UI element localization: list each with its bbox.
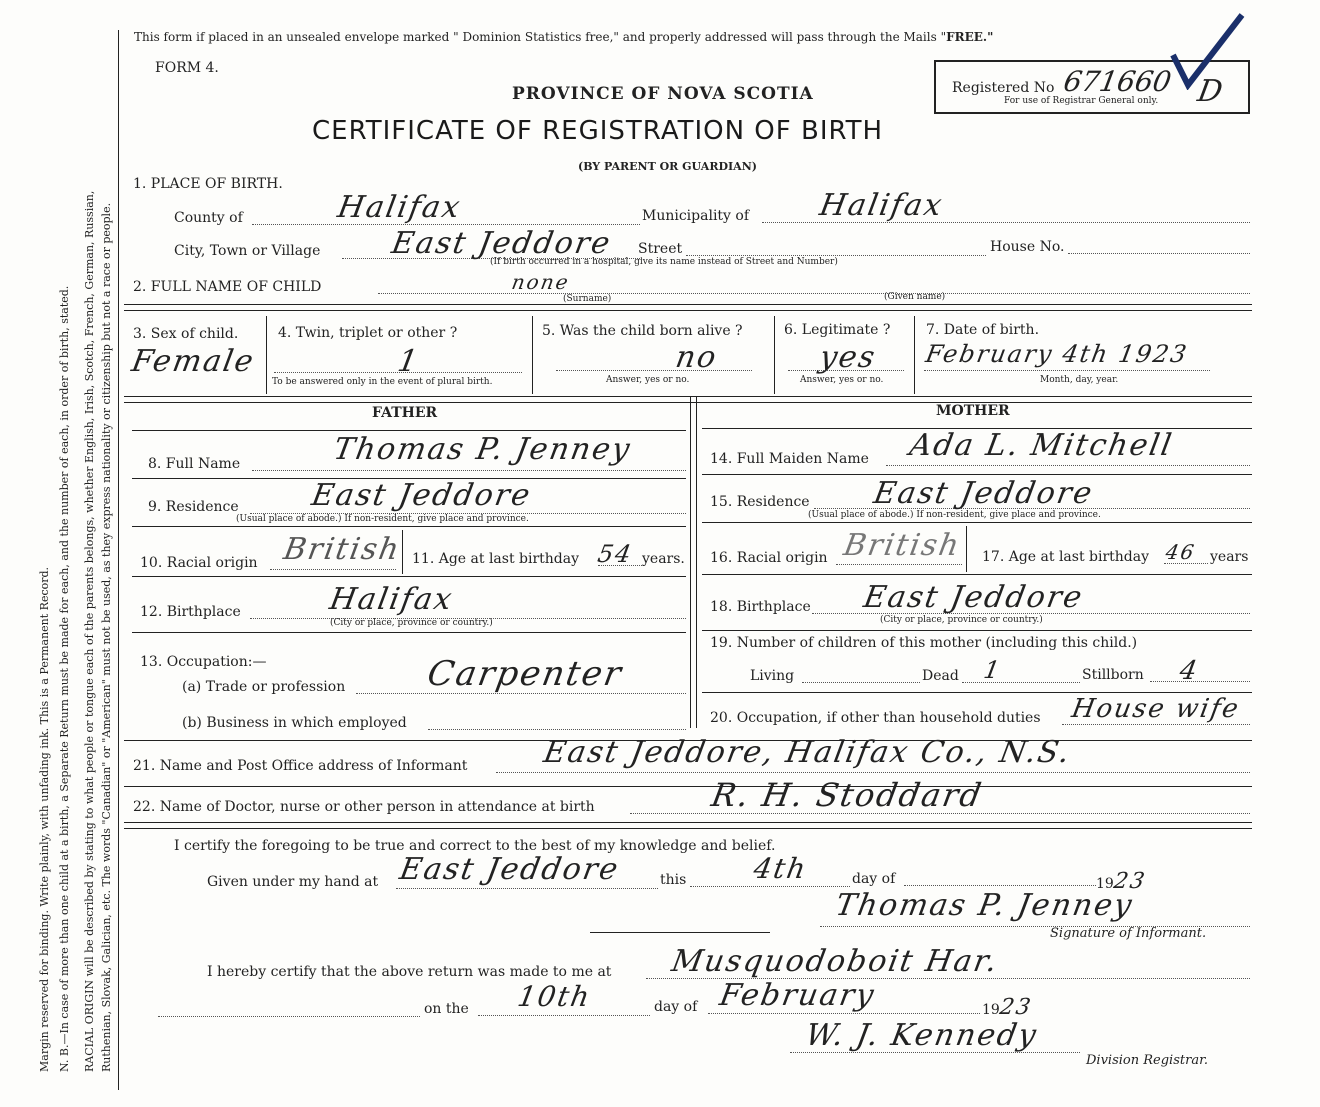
father-rule xyxy=(132,526,686,527)
month-line xyxy=(904,885,1096,886)
father-race-line xyxy=(270,569,396,570)
mother-age-unit: years xyxy=(1210,549,1249,565)
mother-name-line xyxy=(886,465,1250,466)
margin-note-binding: Margin reserved for binding. Write plainly, with unfading ink. This is a Permanent Record. xyxy=(38,566,51,1072)
registrar-initial: D xyxy=(1194,74,1228,109)
given-place-value: East Jeddore xyxy=(396,852,623,887)
this-label: this xyxy=(660,872,687,888)
mother-living-label: Living xyxy=(750,668,795,684)
mother-dead-value: 1 xyxy=(981,656,1004,684)
day-line xyxy=(690,886,850,887)
city-value: East Jeddore xyxy=(388,226,615,261)
house-no-line xyxy=(1068,253,1250,254)
return-place-value: Musquodoboit Har. xyxy=(668,944,1002,979)
year-prefix: 1923 xyxy=(1096,869,1149,894)
father-birthplace-label: 12. Birthplace xyxy=(140,604,241,620)
form-number: FORM 4. xyxy=(155,60,219,76)
mother-rule xyxy=(702,474,1252,475)
father-rule xyxy=(132,430,686,431)
father-business-label: (b) Business in which employed xyxy=(182,715,407,731)
father-race-value: British xyxy=(280,532,404,567)
father-birthplace-note: (City or place, province or country.) xyxy=(330,618,493,628)
father-occupation-label: 13. Occupation:— xyxy=(140,654,267,670)
father-residence-label: 9. Residence xyxy=(148,499,239,515)
given-name-caption: (Given name) xyxy=(884,292,946,302)
return-year-value: 23 xyxy=(997,995,1035,1020)
twin-note: To be answered only in the event of plural birth. xyxy=(272,377,493,387)
section-rule-4 xyxy=(124,786,1252,787)
father-residence-value: East Jeddore xyxy=(308,478,535,513)
signature-caption: Signature of Informant. xyxy=(1050,926,1207,941)
mother-age-label: 17. Age at last birthday xyxy=(982,549,1150,565)
mother-dead-line xyxy=(962,682,1080,683)
dob-value: February 4th 1923 xyxy=(923,340,1191,368)
mother-rule xyxy=(702,522,1252,523)
legitimate-value: yes xyxy=(816,340,880,375)
margin-note-multiple-births: N. B.—In case of more than one child at a birth, a Separate Return must be made for each, and the number of each, in order of birth, stated. xyxy=(58,285,71,1072)
mother-children-label: 19. Number of children of this mother (including this child.) xyxy=(710,635,1138,651)
return-day-line xyxy=(478,1015,650,1016)
cell-divider xyxy=(266,316,267,394)
father-age-unit: years. xyxy=(642,551,685,567)
street-label: Street xyxy=(638,241,683,257)
mother-race-label: 16. Racial origin xyxy=(710,550,828,566)
child-name-value: none xyxy=(509,270,572,294)
mother-birthplace-value: East Jeddore xyxy=(860,580,1087,615)
county-label: County of xyxy=(174,210,243,226)
child-name-label: 2. FULL NAME OF CHILD xyxy=(133,279,322,295)
mother-residence-label: 15. Residence xyxy=(710,494,810,510)
father-name-label: 8. Full Name xyxy=(148,456,241,472)
mail-notice: This form if placed in an unsealed envelope marked " Dominion Statistics free," and properly addressed will pass through the Mails "FREE." xyxy=(134,30,994,44)
section-rule-5 xyxy=(124,822,1252,823)
place-of-birth-label: 1. PLACE OF BIRTH. xyxy=(133,176,283,192)
mother-stillborn-line xyxy=(1150,681,1250,682)
informant-value: East Jeddore, Halifax Co., N.S. xyxy=(540,735,1074,770)
cell-divider xyxy=(402,530,403,574)
father-name-value: Thomas P. Jenney xyxy=(330,432,635,467)
father-residence-note: (Usual place of abode.) If non-resident, give place and province. xyxy=(236,514,529,524)
father-rule xyxy=(132,632,686,633)
informant-line xyxy=(496,772,1250,773)
margin-rule xyxy=(118,30,119,1090)
doctor-label: 22. Name of Doctor, nurse or other person in attendance at birth xyxy=(133,799,595,815)
city-label: City, Town or Village xyxy=(174,243,321,259)
province-heading: PROVINCE OF NOVA SCOTIA xyxy=(512,84,814,104)
county-value: Halifax xyxy=(334,190,465,225)
father-birthplace-value: Halifax xyxy=(326,582,457,617)
mother-rule xyxy=(702,692,1252,693)
section-rule-1b xyxy=(124,310,1252,311)
year-value: 23 xyxy=(1111,869,1149,894)
section-rule-2 xyxy=(124,396,1252,397)
legitimate-note: Answer, yes or no. xyxy=(800,375,884,385)
mother-heading: MOTHER xyxy=(936,403,1010,419)
on-the-label: on the xyxy=(424,1001,469,1017)
father-race-label: 10. Racial origin xyxy=(140,555,258,571)
cell-divider xyxy=(914,316,915,394)
return-day-value: 10th xyxy=(515,980,594,1013)
father-age-label: 11. Age at last birthday xyxy=(412,551,580,567)
mother-name-label: 14. Full Maiden Name xyxy=(710,451,869,467)
mother-age-value: 46 xyxy=(1163,540,1198,564)
municipality-value: Halifax xyxy=(816,188,947,223)
registered-number: 671660 xyxy=(1061,65,1174,98)
mother-race-value: British xyxy=(840,528,964,563)
mother-living-line xyxy=(802,682,920,683)
father-age-value: 54 xyxy=(595,540,636,568)
signature-short-rule xyxy=(590,932,770,933)
section-rule-1 xyxy=(124,304,1252,305)
given-day-value: 4th xyxy=(751,852,811,885)
sex-value: Female xyxy=(128,344,258,379)
parent-divider-b xyxy=(696,396,697,728)
section-rule-5b xyxy=(124,828,1252,829)
street-line xyxy=(686,255,986,256)
alive-value: no xyxy=(672,340,721,375)
section-rule-2b xyxy=(124,402,1252,403)
cell-divider xyxy=(966,526,967,572)
mother-occupation-label: 20. Occupation, if other than household duties xyxy=(710,710,1041,726)
check-mark-icon xyxy=(1168,10,1248,90)
municipality-label: Municipality of xyxy=(642,208,750,224)
return-month-value: February xyxy=(716,978,879,1013)
alive-label: 5. Was the child born alive ? xyxy=(542,323,743,339)
mother-dead-label: Dead xyxy=(922,668,959,684)
cell-divider xyxy=(774,316,775,394)
informant-label: 21. Name and Post Office address of Informant xyxy=(133,758,468,774)
father-heading: FATHER xyxy=(372,405,438,421)
mother-residence-note: (Usual place of abode.) If non-resident, give place and province. xyxy=(808,510,1101,520)
father-trade-value: Carpenter xyxy=(424,654,626,694)
father-business-line xyxy=(428,729,686,730)
informant-signature: Thomas P. Jenney xyxy=(832,888,1137,923)
mother-birthplace-note: (City or place, province or country.) xyxy=(880,615,1043,625)
registered-label: Registered No xyxy=(952,80,1055,96)
mother-occupation-value: House wife xyxy=(1069,694,1243,724)
mother-birthplace-label: 18. Birthplace xyxy=(710,599,811,615)
certify-statement: I certify the foregoing to be true and correct to the best of my knowledge and belief. xyxy=(174,838,776,854)
dob-note: Month, day, year. xyxy=(1040,375,1119,385)
registrar-caption: Division Registrar. xyxy=(1086,1053,1208,1068)
cell-divider xyxy=(532,316,533,394)
surname-caption: (Surname) xyxy=(563,294,612,304)
mother-stillborn-label: Stillborn xyxy=(1082,667,1144,683)
sex-label: 3. Sex of child. xyxy=(133,326,239,342)
return-month-line xyxy=(708,1013,980,1014)
twin-label: 4. Twin, triplet or other ? xyxy=(278,325,458,341)
father-rule xyxy=(132,576,686,577)
mother-race-line xyxy=(836,564,962,565)
mother-name-value: Ada L. Mitchell xyxy=(906,428,1176,463)
mother-rule xyxy=(702,630,1252,631)
alive-line xyxy=(556,370,752,371)
doctor-value: R. H. Stoddard xyxy=(708,776,986,814)
return-day-of-label: day of xyxy=(654,999,698,1015)
return-prefix-line xyxy=(158,1016,420,1017)
dob-label: 7. Date of birth. xyxy=(926,322,1040,338)
twin-value: 1 xyxy=(394,344,423,379)
alive-note: Answer, yes or no. xyxy=(606,375,690,385)
registrar-note: For use of Registrar General only. xyxy=(1004,96,1159,106)
certificate-title: CERTIFICATE OF REGISTRATION OF BIRTH xyxy=(312,116,884,146)
certificate-subtitle: (BY PARENT OR GUARDIAN) xyxy=(578,160,757,173)
given-place-line xyxy=(396,888,658,889)
house-no-label: House No. xyxy=(990,239,1065,255)
mother-occupation-line xyxy=(1062,724,1250,725)
father-name-line xyxy=(252,470,686,471)
registrar-signature: W. J. Kennedy xyxy=(802,1018,1041,1053)
return-label: I hereby certify that the above return was made to me at xyxy=(207,964,612,980)
legitimate-label: 6. Legitimate ? xyxy=(784,322,891,338)
day-of-label: day of xyxy=(852,871,896,887)
margin-note-racial-origin: RACIAL ORIGIN will be described by stating to what people or tongue each of the parents belongs, whether English, Irish, Scotch, French, German, Russian, xyxy=(83,190,96,1072)
return-year-prefix: 1923 xyxy=(982,995,1035,1020)
father-trade-label: (a) Trade or profession xyxy=(182,679,346,695)
mother-rule xyxy=(702,574,1252,575)
hospital-note: (If birth occurred in a hospital, give its name instead of Street and Number) xyxy=(490,257,838,267)
parent-divider xyxy=(690,396,691,728)
margin-note-racial-origin-cont: Ruthenian, Slovak, Galician, etc. The words "Canadian" or "American" must not be used, as they express nationality or citizenship but not a race or people. xyxy=(100,202,113,1072)
mother-stillborn-value: 4 xyxy=(1177,656,1202,686)
dob-line xyxy=(924,370,1210,371)
mother-residence-value: East Jeddore xyxy=(870,476,1097,511)
given-under-label: Given under my hand at xyxy=(207,874,379,890)
